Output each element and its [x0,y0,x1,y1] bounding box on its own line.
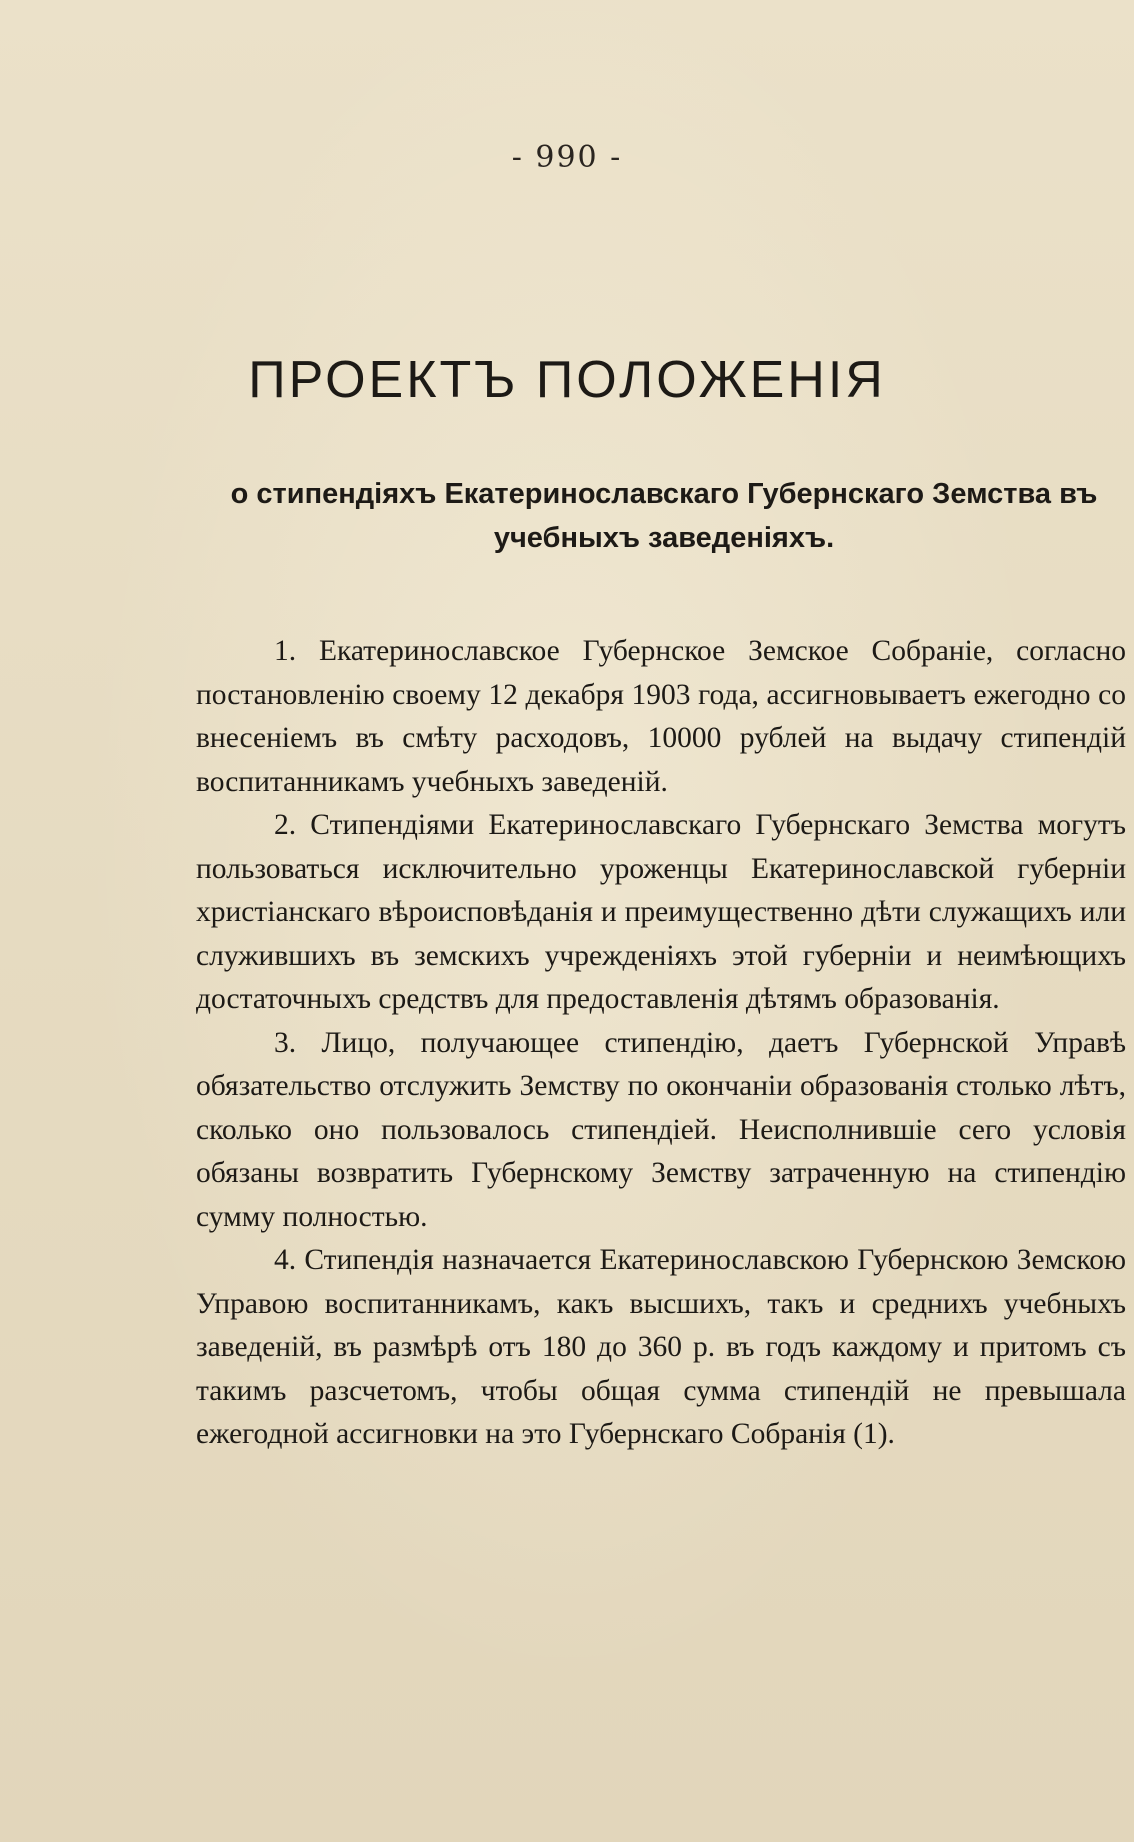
document-title: ПРОЕКТЪ ПОЛОЖЕНІЯ [248,351,886,409]
paragraph-2: 2. Стипендіями Екатеринославскаго Губернскаго Земства могутъ пользоваться исключительно уроженцы Екатеринославской губерніи христіанскаго вѣроисповѣданія и преимущественно дѣти служащихъ или служившихъ въ земскихъ учрежденіяхъ этой губерніи и неимѣющихъ достаточныхъ средствъ для предоставленія дѣтямъ образованія. [196,809,1126,1015]
paragraph-4: 4. Стипендія назначается Екатеринославскою Губернскою Земскою Управою воспитанникамъ, какъ высшихъ, такъ и среднихъ учебныхъ заведеній, въ размѣрѣ отъ 180 до 360 р. въ годъ каждому и притомъ съ такимъ разсчетомъ, чтобы общая сумма стипендій не превышала ежегодной ассигновки на это Губернскаго Собранія (1). [196,1244,1126,1450]
page-number: - 990 - [511,140,623,175]
paragraph-3: 3. Лицо, получающее стипендію, даетъ Губернской Управѣ обязательство отслужить Земству по окончаніи образованія столько лѣтъ, сколько оно пользовалось стипендіей. Неисполнившіе сего условія обязаны возвратить Губернскому Земству затраченную на стипендію сумму полностью. [196,1026,1126,1233]
document-subtitle: о стипендіяхъ Екатеринославскаго Губернскаго Земства въ учебныхъ заведеніяхъ. [230,478,1098,554]
document-body [196,630,1126,1457]
paragraph-1: 1. Екатеринославское Губернское Земское Собраніе, согласно постановленію своему 12 декабря 1903 года, ассигновываетъ ежегодно со внесеніемъ въ смѣту расходовъ, 10000 рублей на выдачу стипендій воспитанникамъ учебныхъ заведеній. [196,635,1126,798]
